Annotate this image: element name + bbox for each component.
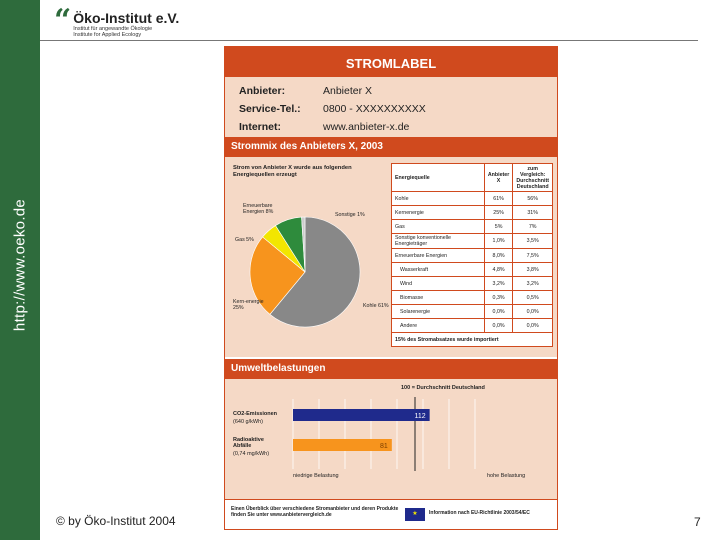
table-cell: 4,8% <box>484 263 513 277</box>
top-divider <box>40 40 698 41</box>
table-row <box>392 234 553 249</box>
table-cell: 3,5% <box>513 234 553 249</box>
table-cell: 3,2% <box>513 277 553 291</box>
mix-intro: Strom von Anbieter X wurde aus folgenden Energiequellen erzeugt <box>233 165 352 178</box>
pie-label-kohle: Kohle 61% <box>363 303 389 309</box>
env-radio-label: Radioaktive Abfälle <box>233 437 264 449</box>
table-header-source: Energiequelle <box>392 164 485 192</box>
table-cell: Erneuerbare Energien <box>392 249 485 263</box>
mix-section-title: Strommix des Anbieters X, 2003 <box>225 137 557 157</box>
table-header-germany: zum Vergleich: Durchschnitt Deutschland <box>513 164 553 192</box>
table-row <box>392 249 553 263</box>
table-note-row <box>392 333 553 347</box>
anbieter-value: Anbieter X <box>323 85 373 97</box>
table-cell: 61% <box>484 192 513 206</box>
table-row <box>392 319 553 333</box>
table-cell: Andere <box>392 319 485 333</box>
table-cell: 25% <box>484 206 513 220</box>
energy-mix-table <box>391 163 553 347</box>
table-cell: Biomasse <box>392 291 485 305</box>
env-bar-0 <box>293 409 430 421</box>
page-number: 7 <box>694 515 701 529</box>
table-row <box>392 192 553 206</box>
label-title: STROMLABEL <box>225 47 557 77</box>
table-header-provider: Anbieter X <box>484 164 513 192</box>
pie-label-kernenergie: Kern-energie 25% <box>233 299 264 311</box>
logo <box>54 3 180 38</box>
eu-flag-icon: ★ <box>405 508 425 521</box>
table-cell: Kernenergie <box>392 206 485 220</box>
eu-directive-note: Information nach EU-Richtlinie 2003/54/EC <box>429 510 530 516</box>
table-cell: 5% <box>484 220 513 234</box>
pie-label-gas: Gas 5% <box>235 237 254 243</box>
table-cell: Sonstige konventionelle Energieträger <box>392 234 485 249</box>
table-cell: 1,0% <box>484 234 513 249</box>
table-cell: 0,0% <box>513 319 553 333</box>
env-bar-1 <box>293 439 392 451</box>
stromlabel-panel <box>224 46 558 530</box>
logo-name: Öko-Institut e.V. <box>73 10 180 26</box>
env-scale-note: 100 = Durchschnitt Deutschland <box>401 385 485 391</box>
bottom-note: Einen Überblick über verschiedene Stromanbieter und deren Produkte finden Sie unter www.anbietervergleich.de <box>231 506 399 518</box>
env-radio-sub: (0,74 mg/kWh) <box>233 451 270 457</box>
import-note: 15% des Stromabsatzes wurde importiert <box>392 333 553 347</box>
label-bottom-strip <box>225 499 557 530</box>
sidebar-url: http://www.oeko.de <box>11 198 29 332</box>
table-cell: 0,0% <box>513 305 553 319</box>
env-co2-label: CO2-Emissionen <box>233 411 278 417</box>
table-cell: 0,0% <box>484 319 513 333</box>
logo-subtitle-de: Institut für angewandte Ökologie <box>73 26 153 32</box>
table-cell: Gas <box>392 220 485 234</box>
table-cell: Solarenergie <box>392 305 485 319</box>
table-row <box>392 220 553 234</box>
table-cell: 0,5% <box>513 291 553 305</box>
internet-key: Internet: <box>239 121 281 133</box>
env-bar-value: 81 <box>380 443 388 450</box>
internet-value: www.anbieter-x.de <box>323 121 410 133</box>
table-cell: 0,3% <box>484 291 513 305</box>
pie-label-erneuerbare: Erneuerbare Energien 8% <box>243 203 274 215</box>
env-low-label: niedrige Belastung <box>293 473 339 479</box>
table-row <box>392 291 553 305</box>
table-header-row <box>392 164 553 192</box>
sidebar <box>0 0 40 540</box>
table-row <box>392 206 553 220</box>
anbieter-key: Anbieter: <box>239 85 286 97</box>
logo-mark: “ <box>54 3 72 38</box>
table-row <box>392 277 553 291</box>
table-cell: Wasserkraft <box>392 263 485 277</box>
service-key: Service-Tel.: <box>239 103 301 115</box>
logo-subtitle-en: Institute for Applied Ecology <box>73 32 142 38</box>
env-high-label: hohe Belastung <box>487 473 526 479</box>
table-row <box>392 305 553 319</box>
table-cell: 31% <box>513 206 553 220</box>
env-co2-sub: (640 g/kWh) <box>233 419 263 425</box>
table-cell: 8,0% <box>484 249 513 263</box>
service-value: 0800 - XXXXXXXXXX <box>323 103 426 115</box>
table-cell: 0,0% <box>484 305 513 319</box>
table-cell: 7% <box>513 220 553 234</box>
env-section-title: Umweltbelastungen <box>225 359 557 379</box>
table-cell: 7,5% <box>513 249 553 263</box>
table-cell: Kohle <box>392 192 485 206</box>
table-cell: Wind <box>392 277 485 291</box>
env-bar-value: 112 <box>414 413 426 420</box>
table-row <box>392 263 553 277</box>
table-cell: 3,2% <box>484 277 513 291</box>
pie-label-sonstige: Sonstige 1% <box>335 212 365 218</box>
footer-copyright: © by Öko-Institut 2004 <box>56 514 176 528</box>
table-cell: 56% <box>513 192 553 206</box>
table-cell: 3,8% <box>513 263 553 277</box>
